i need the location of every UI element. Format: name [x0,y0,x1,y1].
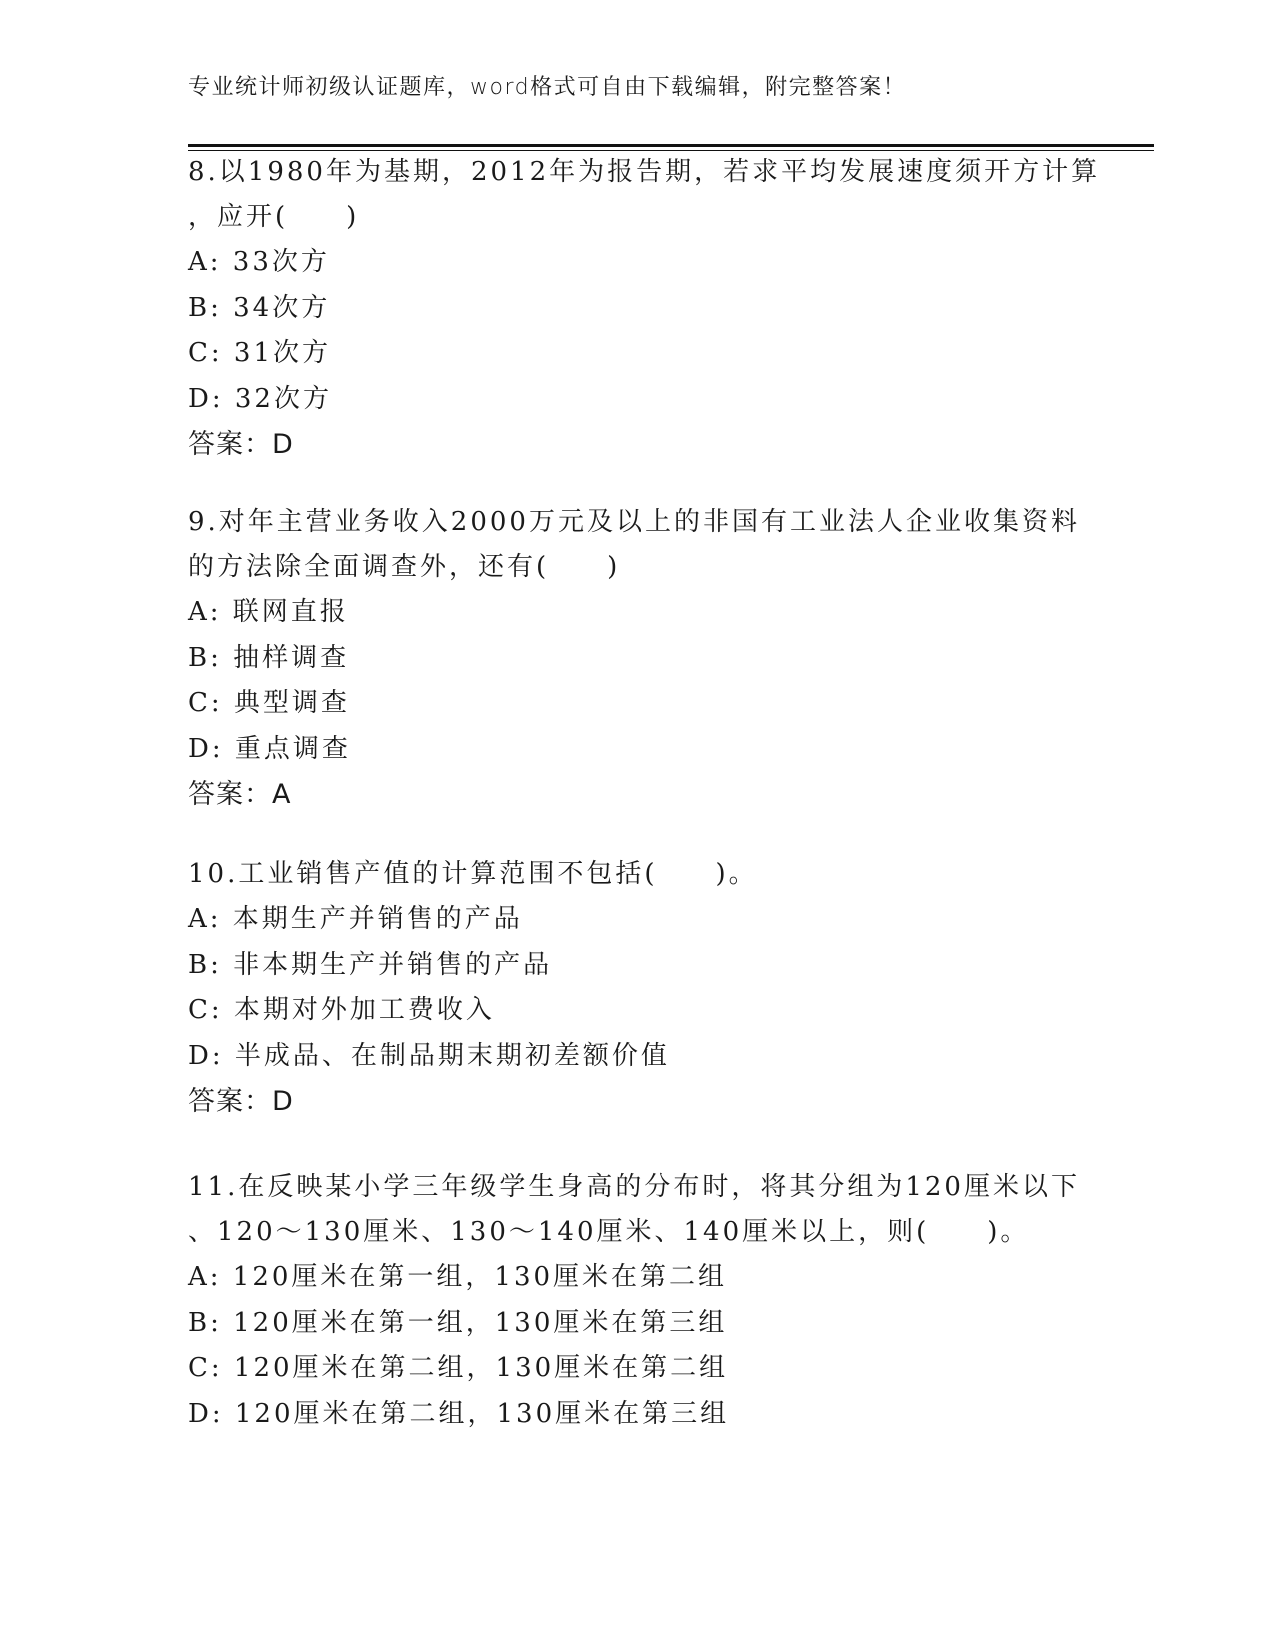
option-c: C: 典型调查 [188,688,350,718]
option-a: A: 33次方 [188,247,330,277]
question-text-line: 8.以1980年为基期，2012年为报告期，若求平均发展速度须开方计算 [188,157,1101,187]
option-d: D: 32次方 [188,383,332,414]
question-11 [188,1165,1088,1437]
page-header: 专业统计师初级认证题库，word格式可自由下载编辑，附完整答案！ [188,75,907,100]
answer-label: 答案：D [188,1086,294,1117]
question-text-line: 、120～130厘米、130～140厘米、140厘米以上，则( )。 [188,1217,1030,1247]
option-d: D: 半成品、在制品期末期初差额价值 [188,1040,670,1071]
question-text-line: 10.工业销售产值的计算范围不包括( )。 [188,859,758,889]
option-b: B: 抽样调查 [188,642,350,673]
option-a: A: 本期生产并销售的产品 [188,904,523,934]
question-text-line: 11.在反映某小学三年级学生身高的分布时，将其分组为120厘米以下 [188,1172,1080,1202]
question-text-line: ，应开( ) [188,202,360,232]
option-b: B: 120厘米在第一组，130厘米在第三组 [188,1307,728,1338]
option-a: A: 联网直报 [188,597,349,627]
option-c: C: 本期对外加工费收入 [188,995,495,1025]
option-c: C: 31次方 [188,338,332,368]
question-text-line: 9.对年主营业务收入2000万元及以上的非国有工业法人企业收集资料 [188,507,1080,537]
question-text-line: 的方法除全面调查外，还有( ) [188,552,621,582]
option-c: C: 120厘米在第二组，130厘米在第二组 [188,1353,729,1383]
option-d: D: 重点调查 [188,733,351,764]
answer-label: 答案：D [188,429,294,460]
option-a: A: 120厘米在第一组，130厘米在第二组 [188,1262,728,1292]
answer-label: 答案：A [188,779,292,810]
header-rule [188,144,1154,147]
question-9 [188,500,1088,818]
option-b: B: 非本期生产并销售的产品 [188,949,553,980]
question-8 [188,150,1101,468]
option-b: B: 34次方 [188,292,331,323]
question-10 [188,852,1088,1125]
option-d: D: 120厘米在第二组，130厘米在第三组 [188,1398,730,1429]
